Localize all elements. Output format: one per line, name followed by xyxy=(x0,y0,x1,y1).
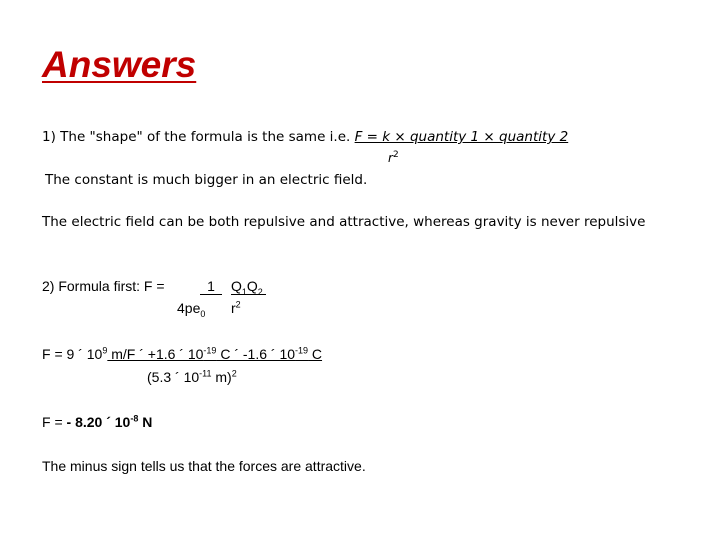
answer1-lead-text: 1) The "shape" of the formula is the same i.e. xyxy=(42,129,355,145)
answer2-label: 2) Formula first: F = xyxy=(42,278,165,294)
result-unit: N xyxy=(138,414,153,430)
denominator-exponent: 2 xyxy=(392,150,399,160)
answer1-formula-numerator: F = k × quantity 1 × quantity 2 xyxy=(354,129,569,145)
conclusion-line: The minus sign tells us that the forces are attractive. xyxy=(42,458,366,474)
result-line xyxy=(42,414,152,430)
distance-denominator xyxy=(231,300,241,316)
denominator-power: 2 xyxy=(231,368,237,379)
charge-1-sub: 1 xyxy=(241,286,247,297)
answer1-formula-denominator xyxy=(388,151,399,165)
denominator-open: (5.3 ´ 10 xyxy=(147,369,200,385)
charge-2-sub: 2 xyxy=(257,286,263,297)
denominator-base: r xyxy=(388,151,393,165)
result-value-text: - 8.20 ´ 10 xyxy=(66,414,131,430)
page-title: Answers xyxy=(42,44,197,85)
q2-exponent: -19 xyxy=(295,345,309,356)
coefficient-denominator xyxy=(177,300,206,319)
substitution-denominator xyxy=(147,369,237,385)
charges-numerator xyxy=(231,278,266,295)
result-value xyxy=(67,414,153,430)
substitution-line xyxy=(42,346,322,362)
charge-1: Q xyxy=(231,278,242,294)
charge-2: Q xyxy=(246,278,258,294)
q1-exponent: -19 xyxy=(203,345,217,356)
result-prefix: F = xyxy=(42,414,67,430)
result-exponent: -8 xyxy=(130,413,139,424)
answer1-constant-line: The constant is much bigger in an electric field. xyxy=(45,172,368,188)
substitution-num-rest: m/F ´ +1.6 ´ 10 xyxy=(107,346,204,362)
coefficient-denominator-text: 4pe xyxy=(177,300,201,316)
substitution-numerator xyxy=(107,346,322,362)
distance-base: r xyxy=(231,300,236,316)
coefficient-numerator: 1 xyxy=(200,278,222,295)
substitution-mid: C ´ -1.6 ´ 10 xyxy=(216,346,296,362)
coefficient-denominator-sub: 0 xyxy=(200,308,206,319)
distance-exponent: 2 xyxy=(235,299,241,310)
substitution-prefix: F = 9 ´ 10 xyxy=(42,346,103,362)
denominator-close: m) xyxy=(211,369,232,385)
answer1-field-line: The electric field can be both repulsive and attractive, whereas gravity is never repulsive xyxy=(42,214,646,230)
substitution-end: C xyxy=(308,346,323,362)
k-exponent: 9 xyxy=(102,345,108,356)
distance-exponent-value: -11 xyxy=(199,368,212,379)
answer1-lead xyxy=(42,129,568,145)
